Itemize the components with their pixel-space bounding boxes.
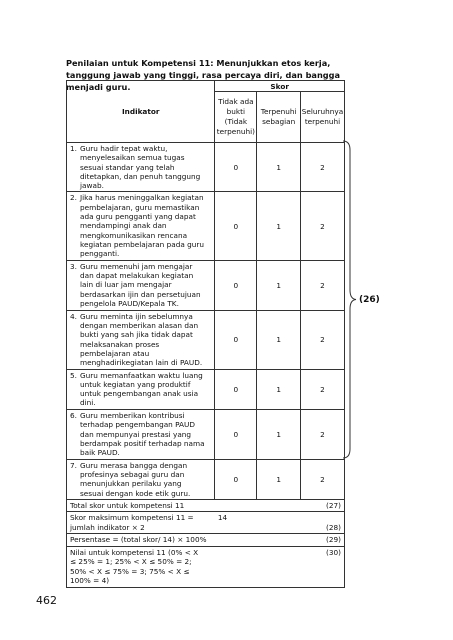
indicator-cell bbox=[67, 369, 215, 409]
indicator-row bbox=[67, 369, 345, 409]
percentage-code: (29) bbox=[301, 534, 345, 547]
indicator-number: 2. bbox=[70, 193, 77, 203]
nilai-spacer bbox=[215, 546, 301, 587]
indicator-cell bbox=[67, 143, 215, 192]
percentage-label: Persentase = (total skor/ 14) × 100% bbox=[67, 534, 301, 547]
indicator-number: 3. bbox=[70, 261, 77, 271]
score-1: 1 bbox=[257, 310, 301, 369]
score-1: 1 bbox=[257, 459, 301, 499]
indicator-cell bbox=[67, 409, 215, 459]
skor-header: Skor bbox=[215, 81, 345, 92]
score-1: 1 bbox=[257, 369, 301, 409]
score-1: 1 bbox=[257, 260, 301, 310]
max-value: 14 bbox=[215, 512, 301, 534]
score-2: 2 bbox=[301, 143, 345, 192]
indicator-cell bbox=[67, 192, 215, 260]
col-tidak-ada-bukti: Tidak ada bukti (Tidak terpenuhi) bbox=[215, 92, 257, 143]
indicator-text: Guru memenuhi jam mengajar dan dapat melakukan kegiatan lain di luar jam mengajar berdasarkan ijin dan persetujuan pengelola PAUD/Kepala TK. bbox=[80, 261, 201, 308]
right-brace-icon bbox=[341, 140, 357, 459]
indicator-row bbox=[67, 409, 345, 459]
score-0: 0 bbox=[215, 369, 257, 409]
score-0: 0 bbox=[215, 192, 257, 260]
score-0: 0 bbox=[215, 310, 257, 369]
score-2: 2 bbox=[301, 192, 345, 260]
indicator-number: 7. bbox=[70, 460, 77, 470]
score-2: 2 bbox=[301, 260, 345, 310]
score-0: 0 bbox=[215, 459, 257, 499]
score-0: 0 bbox=[215, 143, 257, 192]
total-code: (27) bbox=[301, 499, 345, 512]
indicator-row bbox=[67, 260, 345, 310]
indicator-row bbox=[67, 310, 345, 369]
indicator-number: 1. bbox=[70, 144, 77, 153]
nilai-row bbox=[67, 546, 345, 587]
score-1: 1 bbox=[257, 192, 301, 260]
max-label: Skor maksimum kompetensi 11 = jumlah indikator × 2 bbox=[67, 512, 215, 534]
score-2: 2 bbox=[301, 409, 345, 459]
max-row bbox=[67, 512, 345, 534]
indicator-text: Guru merasa bangga dengan profesinya sebagai guru dan menunjukkan perilaku yang sesuai dengan kode etik guru. bbox=[80, 460, 191, 498]
score-2: 2 bbox=[301, 310, 345, 369]
indikator-header: Indikator bbox=[67, 81, 215, 143]
score-0: 0 bbox=[215, 409, 257, 459]
indicator-row bbox=[67, 459, 345, 499]
brace-total-label: (26) bbox=[359, 295, 380, 305]
indicator-text: Guru memanfaatkan waktu luang untuk kegiatan yang produktif untuk pengembangan anak usia dini. bbox=[80, 370, 203, 408]
indicator-cell bbox=[67, 459, 215, 499]
score-2: 2 bbox=[301, 459, 345, 499]
col-terpenuhi-sebagian: Terpenuhi sebagian bbox=[257, 92, 301, 143]
indicator-row bbox=[67, 192, 345, 260]
score-1: 1 bbox=[257, 143, 301, 192]
indicator-row bbox=[67, 143, 345, 192]
indicator-text: Guru hadir tepat waktu, menyelesaikan semua tugas sesuai standar yang telah ditetapkan, dan penuh tanggung jawab. bbox=[80, 144, 201, 191]
indicator-text: Guru memberikan kontribusi terhadap pengembangan PAUD dan mempunyai prestasi yang berdampak positif terhadap nama baik PAUD. bbox=[80, 411, 205, 458]
page-number: 462 bbox=[36, 594, 57, 607]
total-row bbox=[67, 499, 345, 512]
score-0: 0 bbox=[215, 260, 257, 310]
indicator-text: Jika harus meninggalkan kegiatan pembelajaran, guru memastikan ada guru pengganti yang dapat mendampingi anak dan mengkomunikasikan rencana kegiatan pembelajaran pada guru pengganti. bbox=[80, 193, 205, 259]
assessment-table bbox=[66, 80, 345, 588]
max-code: (28) bbox=[301, 512, 345, 534]
score-1: 1 bbox=[257, 409, 301, 459]
percentage-row bbox=[67, 534, 345, 547]
nilai-label: Nilai untuk kompetensi 11 (0% < X ≤ 25% = 1; 25% < X ≤ 50% = 2; 50% < X ≤ 75% = 3; 75% < X ≤ 100% = 4) bbox=[67, 546, 215, 587]
score-2: 2 bbox=[301, 369, 345, 409]
indicator-number: 4. bbox=[70, 311, 77, 321]
indicator-number: 5. bbox=[70, 370, 77, 380]
nilai-code: (30) bbox=[301, 546, 345, 587]
col-seluruhnya-terpenuhi: Seluruhnya terpenuhi bbox=[301, 92, 345, 143]
indicator-cell bbox=[67, 260, 215, 310]
section-title: Penilaian untuk Kompetensi 11: Menunjukkan etos kerja, tanggung jawab yang tinggi, rasa percaya diri, dan bangga menjadi guru. bbox=[66, 58, 341, 92]
total-label: Total skor untuk kompetensi 11 bbox=[67, 499, 301, 512]
skor-header-row bbox=[67, 81, 345, 92]
indicator-cell bbox=[67, 310, 215, 369]
indicator-number: 6. bbox=[70, 411, 77, 420]
indicator-text: Guru meminta ijin sebelumnya dengan memberikan alasan dan bukti yang sah jika tidak dapat melaksanakan proses pembelajaran atau menghadirikegiatan lain di PAUD. bbox=[80, 311, 203, 368]
